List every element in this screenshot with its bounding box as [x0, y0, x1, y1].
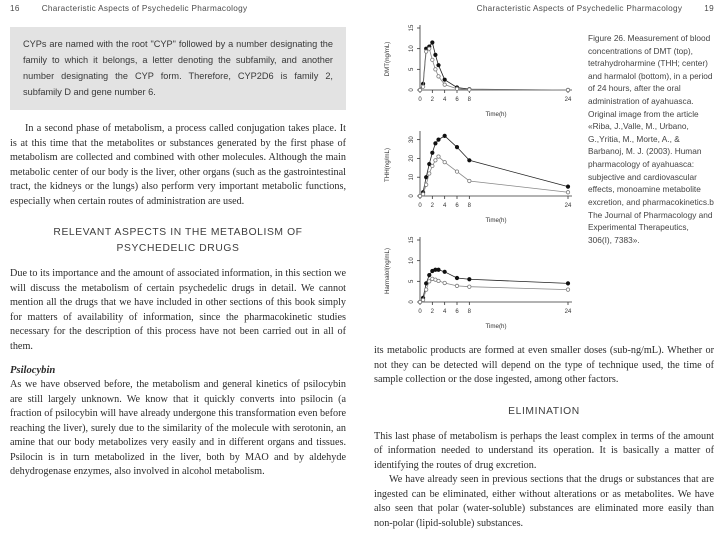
- svg-text:5: 5: [409, 67, 415, 72]
- right-running-header: [374, 4, 714, 16]
- right-page-number: 19: [704, 4, 714, 13]
- left-header-title: Characteristic Aspects of Psychedelic Pharmacology: [41, 4, 248, 13]
- right-header-title: Characteristic Aspects of Psychedelic Pharmacology: [476, 4, 683, 13]
- svg-text:24: 24: [564, 97, 572, 103]
- svg-text:Time(h): Time(h): [485, 323, 507, 330]
- svg-text:8: 8: [467, 309, 472, 315]
- line-chart-svg: [378, 230, 578, 336]
- cyp-info-box: [10, 27, 346, 110]
- svg-text:2: 2: [430, 203, 435, 209]
- svg-text:10: 10: [409, 45, 415, 53]
- svg-text:0: 0: [409, 300, 415, 304]
- section-heading-metabolism: RELEVANT ASPECTS IN THE METABOLISM OF PSYCHEDELIC DRUGS: [53, 227, 303, 254]
- svg-text:10: 10: [409, 257, 415, 265]
- svg-text:0: 0: [418, 203, 422, 209]
- cyp-info-text: CYPs are named with the root "CYP" followed by a number designating the family to which it belongs, a letter denoting the subfamily, and another number designating the CYP form. Therefore, CYP2D6 is family 2, subfamily D and gene number 6.: [23, 39, 333, 98]
- svg-text:4: 4: [442, 97, 447, 103]
- section-heading-elimination: ELIMINATION: [508, 405, 580, 417]
- svg-text:Time(h): Time(h): [485, 217, 507, 224]
- svg-text:6: 6: [455, 203, 459, 209]
- svg-text:6: 6: [455, 309, 459, 315]
- line-chart-svg: [378, 124, 578, 230]
- svg-text:DMT(ng/mL): DMT(ng/mL): [384, 41, 391, 77]
- left-page-number: 16: [10, 4, 20, 13]
- chart-thh: [378, 124, 584, 230]
- figure-charts-column: [378, 18, 584, 336]
- svg-text:0: 0: [418, 309, 422, 315]
- svg-text:6: 6: [455, 97, 459, 103]
- svg-text:8: 8: [467, 97, 472, 103]
- svg-text:0: 0: [409, 194, 415, 198]
- svg-text:2: 2: [430, 309, 435, 315]
- svg-text:Harmalol(ng/mL): Harmalol(ng/mL): [384, 247, 391, 295]
- svg-text:Time(h): Time(h): [485, 111, 507, 118]
- svg-text:20: 20: [409, 155, 415, 162]
- chart-harmalol: [378, 230, 584, 336]
- paragraph-conjugation: In a second phase of metabolism, a process called conjugation takes place. It is at this time that the metabolites or substances generated by the first phase of metabolism are collected and combined with other molecules. Although the main metabolic center of our body is the liver, other organs (such as the gastrointestinal tract, the kidneys or the lungs) also perform very important metabolic functions, especially when certain routes of administration are used.: [10, 123, 346, 207]
- svg-text:2: 2: [430, 97, 435, 103]
- left-running-header: [10, 4, 346, 16]
- svg-text:5: 5: [409, 279, 415, 284]
- chart-dmt: [378, 18, 584, 124]
- paragraph-importance: Due to its importance and the amount of associated information, in this section we will discuss the metabolism of certain psychedelic drugs in detail. We cannot mention all the drugs that we have included in other sections of this book simply for matters of availability of information, since the pharmacokinetic studies necessary for the description of this process have not been carried out in all of them.: [10, 268, 346, 352]
- figure-26: [374, 18, 714, 344]
- paragraph-elimination-1: This last phase of metabolism is perhaps the least complex in terms of the amount of information needed to understand its operation. It is basically a matter of identifying the routes of drug excretion.: [374, 430, 714, 471]
- figure-caption: Figure 26. Measurement of blood concentrations of DMT (top), tetrahydroharmine (THH; center) and harmalol (bottom), in a period of 24 hours, after the oral administration of ayahuasca. Original image from the article «Riba, J.,Valle, M., Urbano, G.,Yritia, M., Morte, A., & Barbanoj, M. J. (2003). Human pharmacology of ayahuasca: subjective and cardiovascular effects, monoamine metabolite excretion, and pharmacokinetics.b The Journal of Pharmacology and Experimental Therapeutics, 306(I), 7383».: [588, 33, 714, 245]
- svg-text:0: 0: [418, 97, 422, 103]
- paragraph-elimination-2: We have already seen in previous sections that the drugs or substances that are ingested can be eliminated, either without alterations or as metabolites. We have also seen that polar (water-soluble) substances are eliminated more easily than non-polar (lipid-soluble) substances.: [374, 474, 714, 529]
- svg-text:8: 8: [467, 203, 472, 209]
- left-page: [10, 4, 346, 480]
- line-chart-svg: [378, 18, 578, 124]
- svg-text:THH(ng/mL): THH(ng/mL): [384, 147, 391, 183]
- svg-text:10: 10: [409, 173, 415, 181]
- sub-heading-psilocybin: Psilocybin: [10, 365, 56, 377]
- svg-text:4: 4: [442, 309, 447, 315]
- paragraph-metabolic-products: its metabolic products are formed at even smaller doses (sub-ng/mL). Whether or not they can be detected will depend on the type of technique used, the time of sample collection or the dose ingested, among other factors.: [374, 345, 714, 385]
- svg-text:0: 0: [409, 88, 415, 92]
- paragraph-psilocybin: As we have observed before, the metabolism and general kinetics of psilocybin are still largely unknown. We know that it quickly converts into psilocin (a fraction of psilocybin will have already undergone this transformation even before reaching the liver), surely due to the similarity of the molecule with serotonin, an amine that our body metabolizes very easily and in different organs and tissues. Psilocin is in turn metabolized in the liver, both by MAO and by aldehyde dehydrogenase enzymes, also involved in alcohol metabolism.: [10, 379, 346, 478]
- right-page: [374, 4, 714, 531]
- svg-text:24: 24: [564, 203, 572, 209]
- svg-text:4: 4: [442, 203, 447, 209]
- svg-text:15: 15: [409, 236, 415, 244]
- svg-text:15: 15: [409, 24, 415, 32]
- svg-text:24: 24: [564, 309, 572, 315]
- svg-text:30: 30: [409, 136, 415, 143]
